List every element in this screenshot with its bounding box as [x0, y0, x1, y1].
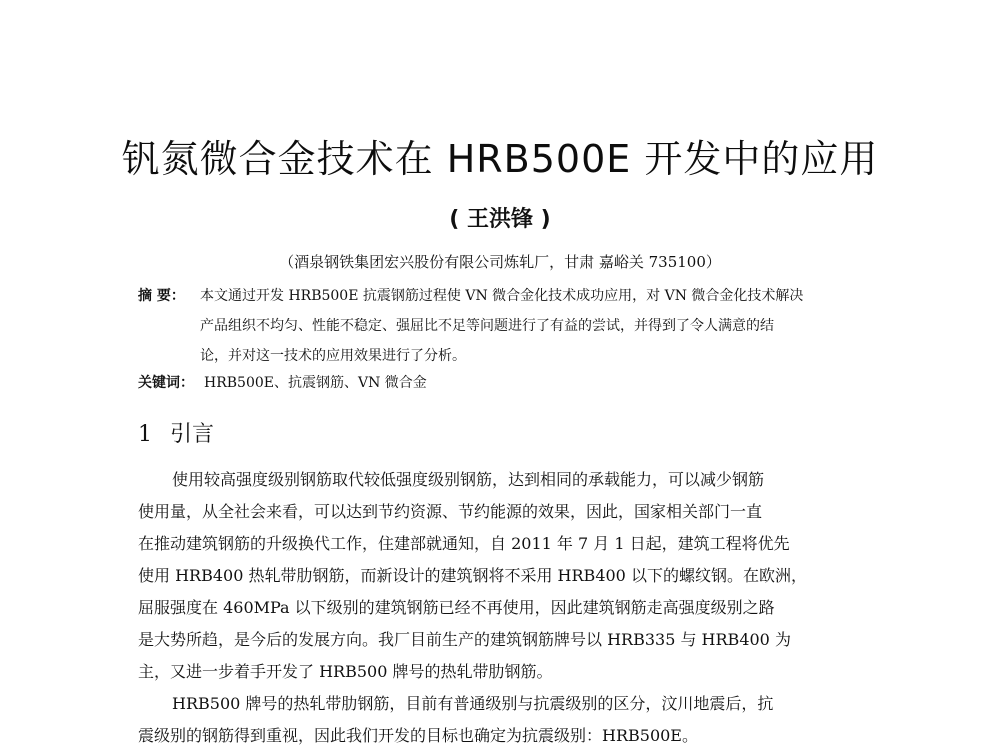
paper-title: 钒氮微合金技术在 HRB500E 开发中的应用 [121, 137, 879, 181]
abstract-line: 论，并对这一技术的应用效果进行了分析。 [200, 348, 466, 364]
abstract-line [138, 281, 868, 311]
section-title: 引言 [170, 422, 215, 447]
paragraph-line: 震级别的钢筋得到重视，因此我们开发的目标也确定为抗震级别：HRB500E。 [138, 726, 698, 745]
paragraph-line: HRB500 牌号的热轧带肋钢筋，目前有普通级别与抗震级别的区分，汶川地震后，抗 [172, 694, 774, 713]
keywords [138, 372, 427, 392]
paragraph-line: 屈服强度在 460MPa 以下级别的建筑钢筋已经不再使用，因此建筑钢筋走高强度级别之路 [138, 598, 775, 617]
paragraph-line: 在推动建筑钢筋的升级换代工作，住建部就通知，自 2011 年 7 月 1 日起，建筑工程将优先 [138, 534, 790, 553]
section-heading [138, 417, 214, 448]
paragraph-line: 使用较高强度级别钢筋取代较低强度级别钢筋，达到相同的承载能力，可以减少钢筋 [172, 470, 765, 489]
paragraph-line: 使用量，从全社会来看，可以达到节约资源、节约能源的效果，因此，国家相关部门一直 [138, 502, 763, 521]
paragraph-line: 主，又进一步着手开发了 HRB500 牌号的热轧带肋钢筋。 [138, 662, 553, 681]
paragraph-line: 是大势所趋，是今后的发展方向。我厂目前生产的建筑钢筋牌号以 HRB335 与 HRB400 为 [138, 630, 791, 649]
abstract-label: 摘 要： [138, 288, 185, 304]
abstract-text: 本文通过开发 HRB500E 抗震钢筋过程使 VN 微合金化技术成功应用，对 VN 微合金化技术解决 [200, 288, 804, 304]
author-affiliation: （酒泉钢铁集团宏兴股份有限公司炼轧厂，甘肃 嘉峪关 735100） [279, 253, 721, 271]
paragraph-line: 使用 HRB400 热轧带肋钢筋，而新设计的建筑钢将不采用 HRB400 以下的螺纹钢。在欧洲， [138, 566, 807, 585]
abstract-line: 产品组织不均匀、性能不稳定、强屈比不足等问题进行了有益的尝试，并得到了令人满意的结 [200, 318, 774, 334]
author-name: ( 王洪锋 ) [449, 207, 551, 232]
keywords-text: HRB500E、抗震钢筋、VN 微合金 [204, 375, 427, 391]
abstract [138, 281, 868, 371]
body-text [138, 464, 866, 752]
keywords-label: 关键词： [138, 375, 194, 391]
section-number: 1 [138, 422, 152, 447]
